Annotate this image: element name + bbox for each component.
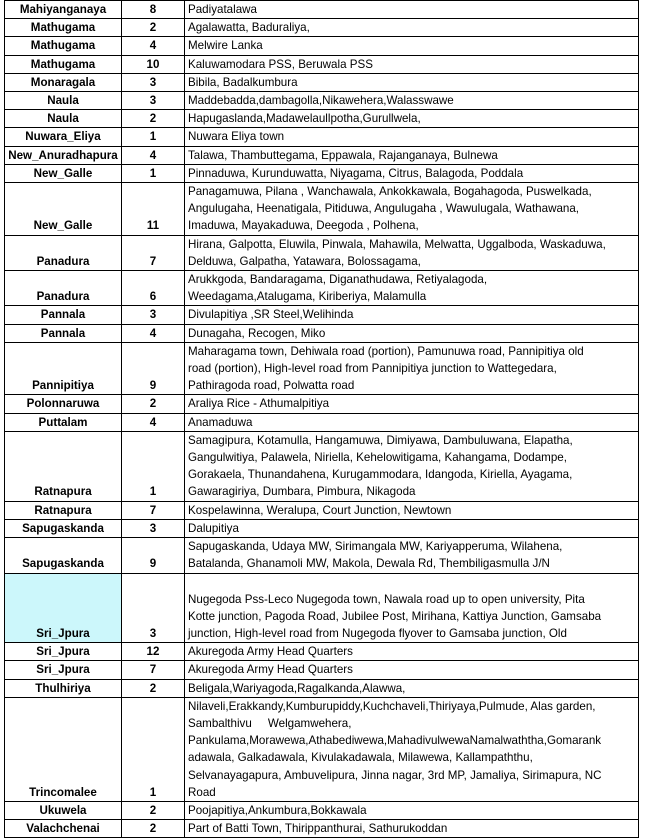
area-cell: Valachchenai [5, 820, 122, 838]
locations-cell [185, 1, 639, 19]
locations-cell [185, 395, 639, 413]
locations-cell [185, 183, 639, 236]
location-line: Araliya Rice - Athumalpitiya [188, 397, 330, 411]
location-line: junction, High-level road from Nugegoda flyover to Gamsaba junction, Old [188, 626, 567, 640]
table-row [5, 128, 639, 146]
area-cell: Nuwara_Eliya [5, 128, 122, 146]
count-cell: 2 [122, 820, 185, 838]
count-cell: 2 [122, 679, 185, 697]
count-cell: 4 [122, 37, 185, 55]
count-cell: 9 [122, 538, 185, 573]
table-row [5, 306, 639, 324]
table-row [5, 73, 639, 91]
location-line: Hapugaslanda,Madawelaullpotha,Gurullwela, [188, 112, 421, 126]
location-line: Akuregoda Army Head Quarters [188, 645, 353, 659]
location-line: Agalawatta, Baduraliya, [188, 21, 310, 35]
location-line: Nilaveli,Erakkandy,Kumburupiddy,Kuchchaveli,Thiriyaya,Pulmude, Alas garden, [188, 699, 596, 713]
count-cell: 11 [122, 183, 185, 236]
count-cell: 4 [122, 413, 185, 431]
location-line: road (portion), High-level road from Pannipitiya junction to Wattegedara, [188, 362, 557, 376]
area-cell: Ratnapura [5, 431, 122, 501]
location-line: Samagipura, Kotamulla, Hangamuwa, Dimiyawa, Dambuluwana, Elapatha, [188, 433, 573, 447]
table-body [5, 1, 639, 838]
location-line: Dunagaha, Recogen, Miko [188, 326, 326, 340]
area-cell: Mathugama [5, 19, 122, 37]
location-line: Arukkgoda, Bandaragama, Diganathudawa, Retiyalagoda, [188, 273, 488, 287]
location-line: Road [188, 785, 216, 799]
location-line: Batalanda, Ghanamoli MW, Makola, Dewala Rd, Thembiligasmulla J/N [188, 557, 550, 571]
locations-cell [185, 431, 639, 501]
locations-cell [185, 538, 639, 573]
area-cell: Mahiyanganaya [5, 1, 122, 19]
locations-cell [185, 820, 639, 838]
location-line: Pinnaduwa, Kurunduwatta, Niyagama, Citrus, Balagoda, Poddala [188, 166, 524, 180]
area-cell: Sri_Jpura [5, 661, 122, 679]
area-cell: Naula [5, 110, 122, 128]
locations-cell [185, 679, 639, 697]
location-line: Beligala,Wariyagoda,Ragalkanda,Alawwa, [188, 681, 406, 695]
location-line: Pankulama,Morawewa,Athabediwewa,MahadivulwewaNamalwaththa,Gomarank [188, 734, 602, 748]
location-line: Hirana, Galpotta, Eluwila, Pinwala, Mahawila, Melwatta, Uggalboda, Waskaduwa, [188, 237, 606, 251]
table-row [5, 697, 639, 801]
table-row [5, 146, 639, 164]
count-cell: 2 [122, 801, 185, 819]
locations-cell [185, 110, 639, 128]
outage-area-table [4, 0, 639, 838]
table-row [5, 431, 639, 501]
locations-cell [185, 324, 639, 342]
count-cell: 8 [122, 1, 185, 19]
location-line: Kaluwamodara PSS, Beruwala PSS [188, 57, 373, 71]
count-cell: 1 [122, 697, 185, 801]
location-line: Sambalthivu Welgamwehera, [188, 716, 352, 730]
count-cell: 1 [122, 164, 185, 182]
count-cell: 1 [122, 128, 185, 146]
location-line: Kotte junction, Pagoda Road, Jubilee Post, Mirihana, Kattiya Junction, Gamsaba [188, 609, 602, 623]
table-row [5, 801, 639, 819]
location-line: Sapugaskanda, Udaya MW, Sirimangala MW, Kariyapperuma, Wilahena, [188, 540, 563, 554]
count-cell: 6 [122, 271, 185, 306]
area-cell: Sri_Jpura [5, 573, 122, 643]
locations-cell [185, 37, 639, 55]
area-cell: Sapugaskanda [5, 519, 122, 537]
locations-cell [185, 697, 639, 801]
location-line: Kospelawinna, Weralupa, Court Junction, Newtown [188, 503, 452, 517]
count-cell: 2 [122, 395, 185, 413]
count-cell: 7 [122, 235, 185, 270]
location-line: Maddebadda,dambagolla,Nikawehera,Walasswawe [188, 94, 454, 108]
table-row [5, 164, 639, 182]
locations-cell [185, 413, 639, 431]
area-cell: Ukuwela [5, 801, 122, 819]
location-line: Part of Batti Town, Thirippanthurai, Sathurukoddan [188, 822, 448, 836]
locations-cell [185, 164, 639, 182]
count-cell: 3 [122, 573, 185, 643]
locations-cell [185, 92, 639, 110]
area-cell: Thulhiriya [5, 679, 122, 697]
locations-cell [185, 661, 639, 679]
locations-cell [185, 801, 639, 819]
area-cell: Ratnapura [5, 501, 122, 519]
table-row [5, 342, 639, 395]
location-line: Selvanayagapura, Ambuvelipura, Jinna nagar, 3rd MP, Jamaliya, Sirimapura, NC [188, 768, 602, 782]
table-row [5, 820, 639, 838]
area-cell: New_Anuradhapura [5, 146, 122, 164]
table-row [5, 501, 639, 519]
area-cell: Mathugama [5, 37, 122, 55]
area-cell: Trincomalee [5, 697, 122, 801]
location-line: Maharagama town, Dehiwala road (portion), Pamunuwa road, Pannipitiya old [188, 344, 584, 358]
locations-cell [185, 235, 639, 270]
area-cell: New_Galle [5, 164, 122, 182]
table-row [5, 110, 639, 128]
table-row [5, 661, 639, 679]
count-cell: 10 [122, 55, 185, 73]
location-line: Bibila, Badalkumbura [188, 75, 298, 89]
location-line: Panagamuwa, Pilana , Wanchawala, Ankokkawala, Bogahagoda, Puswelkada, [188, 185, 592, 199]
count-cell: 4 [122, 324, 185, 342]
location-line: Delduwa, Galpatha, Yatawara, Bolossagama, [188, 254, 421, 268]
location-line: adawala, Galkadawala, Kivulakadawala, Milawewa, Kallampaththu, [188, 751, 533, 765]
count-cell: 2 [122, 19, 185, 37]
area-cell: Monaragala [5, 73, 122, 91]
table-row [5, 55, 639, 73]
locations-cell [185, 573, 639, 643]
count-cell: 7 [122, 501, 185, 519]
location-line: Gorakaela, Thunandahena, Kurugammodara, Idangoda, Kiriella, Ayagama, [188, 468, 573, 482]
table-row [5, 183, 639, 236]
location-line: Imaduwa, Mayakaduwa, Deegoda , Polhena, [188, 219, 419, 233]
location-line: Padiyatalawa [188, 3, 257, 16]
location-line: Nuwara Eliya town [188, 130, 285, 144]
locations-cell [185, 55, 639, 73]
locations-cell [185, 501, 639, 519]
table-row [5, 573, 639, 643]
table-row [5, 271, 639, 306]
count-cell: 3 [122, 92, 185, 110]
locations-cell [185, 73, 639, 91]
count-cell: 12 [122, 643, 185, 661]
locations-cell [185, 19, 639, 37]
table-row [5, 395, 639, 413]
table-row [5, 37, 639, 55]
location-line: Talawa, Thambuttegama, Eppawala, Rajanganaya, Bulnewa [188, 148, 498, 162]
area-cell: Pannala [5, 306, 122, 324]
count-cell: 4 [122, 146, 185, 164]
count-cell: 3 [122, 73, 185, 91]
location-line: Gangulwitiya, Palawela, Niriella, Kehelowitigama, Kahangama, Dodampe, [188, 451, 567, 465]
location-line: Poojapitiya,Ankumbura,Bokkawala [188, 803, 367, 817]
location-line: Melwire Lanka [188, 39, 263, 53]
table-row [5, 92, 639, 110]
locations-cell [185, 146, 639, 164]
location-line: Akuregoda Army Head Quarters [188, 663, 353, 677]
count-cell: 7 [122, 661, 185, 679]
area-cell: Sri_Jpura [5, 643, 122, 661]
locations-cell [185, 306, 639, 324]
area-cell: Panadura [5, 271, 122, 306]
area-cell: Mathugama [5, 55, 122, 73]
locations-cell [185, 643, 639, 661]
table-row [5, 538, 639, 573]
location-line: Angulugaha, Heenatigala, Pitiduwa, Angulugaha , Wawulugala, Wathawana, [188, 202, 580, 216]
count-cell: 2 [122, 110, 185, 128]
location-line: Dalupitiya [188, 521, 239, 535]
table-row [5, 1, 639, 19]
area-cell: Puttalam [5, 413, 122, 431]
area-cell: Polonnaruwa [5, 395, 122, 413]
table-row [5, 679, 639, 697]
count-cell: 3 [122, 519, 185, 537]
location-line: Divulapitiya ,SR Steel,Welihinda [188, 308, 354, 322]
area-cell: Pannipitiya [5, 342, 122, 395]
area-cell: Pannala [5, 324, 122, 342]
table-row [5, 643, 639, 661]
table-row [5, 19, 639, 37]
location-line: Nugegoda Pss-Leco Nugegoda town, Nawala road up to open university, Pita [188, 592, 585, 606]
table-row [5, 519, 639, 537]
location-line: Anamaduwa [188, 415, 253, 429]
count-cell: 3 [122, 306, 185, 324]
area-cell: Panadura [5, 235, 122, 270]
location-line: Weedagama,Atalugama, Kiriberiya, Malamulla [188, 290, 427, 304]
location-line: Gawaragiriya, Dumbara, Pimbura, Nikagoda [188, 485, 416, 499]
locations-cell [185, 519, 639, 537]
count-cell: 1 [122, 431, 185, 501]
table-row [5, 324, 639, 342]
area-cell: Sapugaskanda [5, 538, 122, 573]
locations-cell [185, 128, 639, 146]
location-line: Pathiragoda road, Polwatta road [188, 379, 355, 393]
table-row [5, 235, 639, 270]
locations-cell [185, 271, 639, 306]
area-cell: New_Galle [5, 183, 122, 236]
area-cell: Naula [5, 92, 122, 110]
count-cell: 9 [122, 342, 185, 395]
locations-cell [185, 342, 639, 395]
table-row [5, 413, 639, 431]
